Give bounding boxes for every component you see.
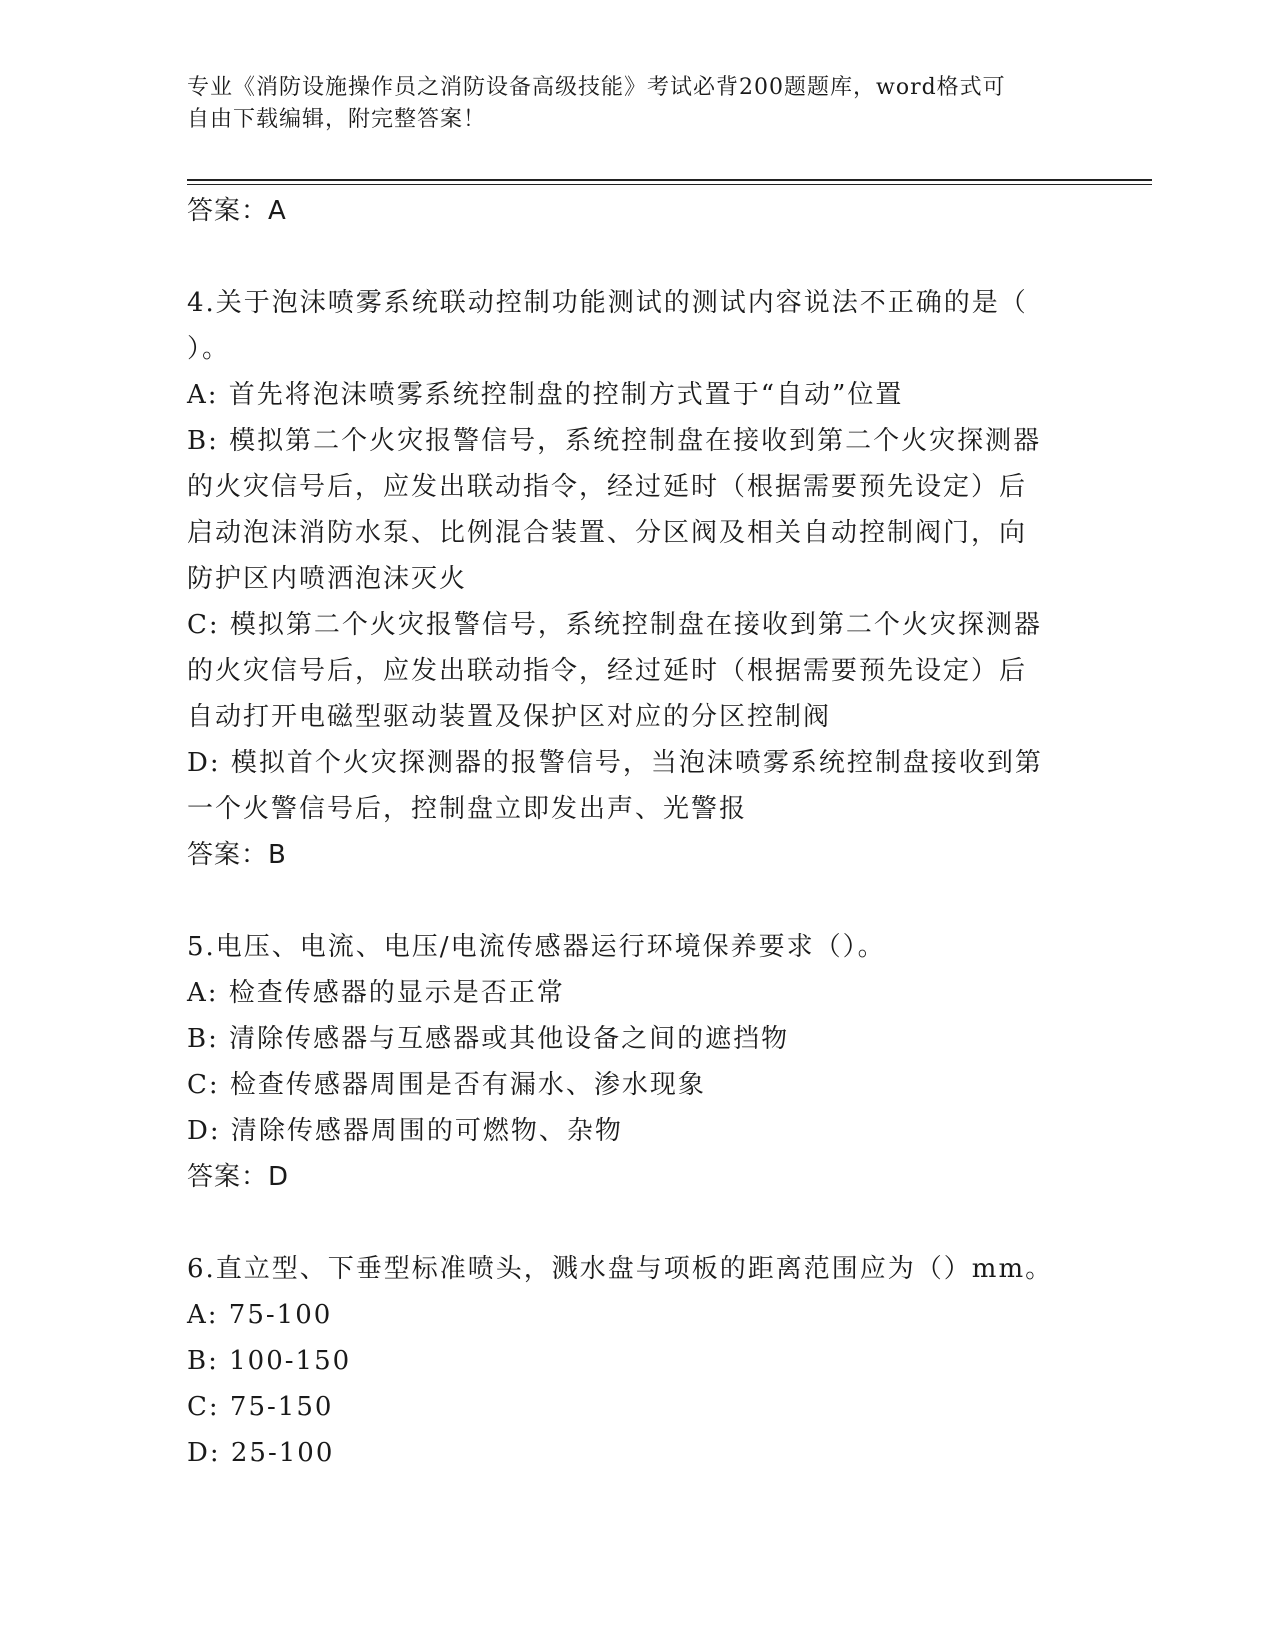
option-a: A: 75-100 <box>187 1300 333 1330</box>
option-b: 防护区内喷洒泡沫灭火 <box>187 564 468 594</box>
option-b: B: 清除传感器与互感器或其他设备之间的遮挡物 <box>187 1024 790 1054</box>
document-body <box>187 188 1087 1476</box>
question-block <box>187 280 1087 878</box>
option-c: C: 模拟第二个火灾报警信号，系统控制盘在接收到第二个火灾探测器 <box>187 610 1042 640</box>
question-text: 5.电压、电流、电压/电流传感器运行环境保养要求（）。 <box>187 932 886 962</box>
answer-line: 答案：A <box>187 196 287 226</box>
question-text: ）。 <box>187 334 231 364</box>
option-a: A: 检查传感器的显示是否正常 <box>187 978 565 1008</box>
option-c: 的火灾信号后，应发出联动指令，经过延时（根据需要预先设定）后 <box>187 656 1028 686</box>
option-c: 自动打开电磁型驱动装置及保护区对应的分区控制阀 <box>187 702 832 732</box>
option-c: C: 75-150 <box>187 1392 334 1422</box>
header-rule-thin <box>187 184 1152 185</box>
page-header: 专业《消防设施操作员之消防设备高级技能》考试必背200题题库，word格式可 自由下载编辑，附完整答案！ <box>187 75 1006 132</box>
option-d: D: 模拟首个火灾探测器的报警信号，当泡沫喷雾系统控制盘接收到第 <box>187 748 1043 778</box>
option-b: 启动泡沫消防水泵、比例混合装置、分区阀及相关自动控制阀门，向 <box>187 518 1028 548</box>
answer-line: 答案：B <box>187 840 287 870</box>
question-text: 6.直立型、下垂型标准喷头，溅水盘与项板的距离范围应为（）mm。 <box>187 1254 1054 1284</box>
option-b: B: 100-150 <box>187 1346 352 1376</box>
option-d: D: 清除传感器周围的可燃物、杂物 <box>187 1116 623 1146</box>
option-c: C: 检查传感器周围是否有漏水、渗水现象 <box>187 1070 706 1100</box>
question-text: 4.关于泡沫喷雾系统联动控制功能测试的测试内容说法不正确的是（ <box>187 288 1028 318</box>
option-a: A: 首先将泡沫喷雾系统控制盘的控制方式置于“自动”位置 <box>187 380 904 410</box>
answer-line: 答案：D <box>187 1162 290 1192</box>
option-b: B: 模拟第二个火灾报警信号，系统控制盘在接收到第二个火灾探测器 <box>187 426 1042 456</box>
header-rule-thick <box>187 179 1152 181</box>
option-b: 的火灾信号后，应发出联动指令，经过延时（根据需要预先设定）后 <box>187 472 1028 502</box>
option-d: 一个火警信号后，控制盘立即发出声、光警报 <box>187 794 748 824</box>
question-block <box>187 1246 1087 1476</box>
option-d: D: 25-100 <box>187 1438 335 1468</box>
question-block <box>187 924 1087 1200</box>
